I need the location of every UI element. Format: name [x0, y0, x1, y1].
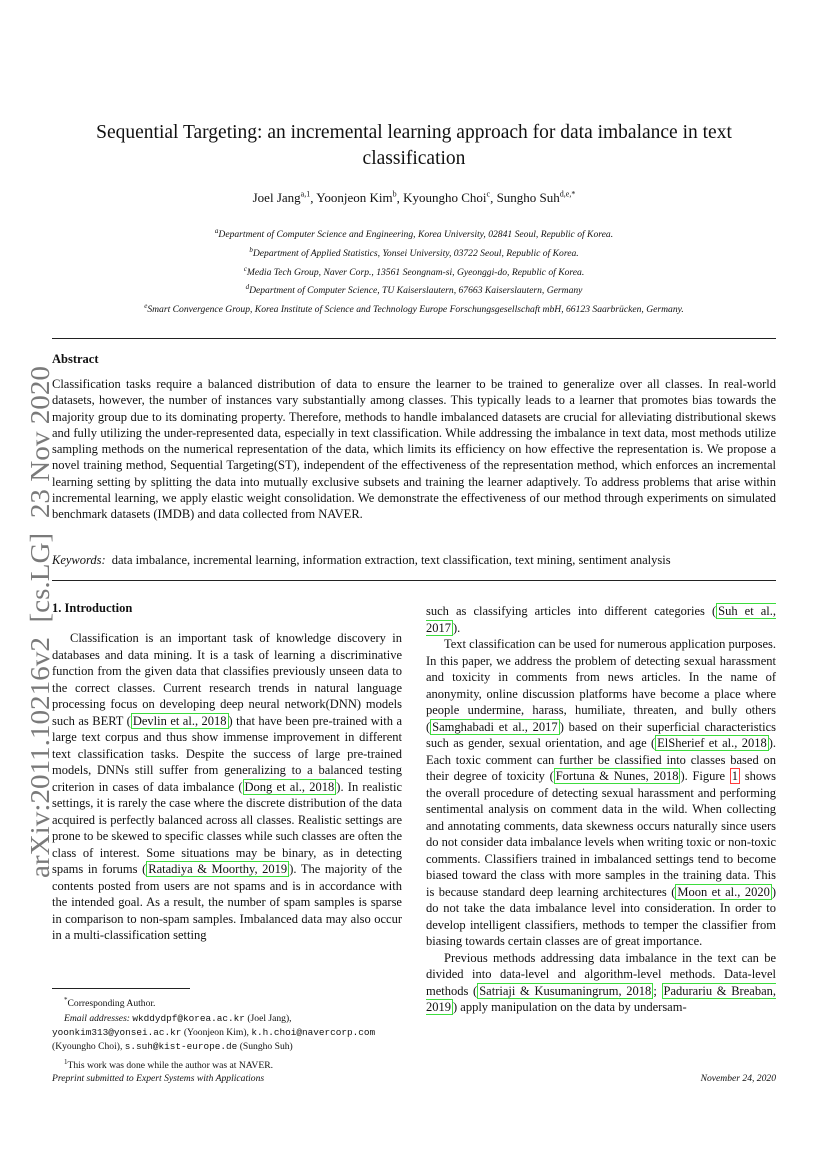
keywords-text: data imbalance, incremental learning, information extraction, text classification, text mining, sentiment analysis	[111, 553, 671, 567]
footnote-emails-cont: (Kyoungho Choi), s.suh@kist-europe.de (Sungho Suh)	[52, 1041, 293, 1053]
figure-ref-link[interactable]: 1	[731, 769, 739, 783]
footnote-emails: Email addresses: wkddydpf@korea.ac.kr (Joel Jang),	[64, 1012, 292, 1024]
citation-link[interactable]: Suh et al., 2017	[426, 604, 777, 635]
email-link[interactable]: s.suh@kist-europe.de	[124, 1041, 238, 1053]
email-link[interactable]: wkddydpf@korea.ac.kr	[132, 1012, 245, 1024]
top-rule	[52, 338, 776, 339]
author: Joel Jang$^{a,1}$	[252, 190, 311, 206]
email-link[interactable]: yoonkim313@yonsei.ac.kr	[52, 1027, 182, 1038]
citation-link[interactable]: ElSherief et al., 2018	[657, 736, 767, 750]
paragraph: such as classifying articles into different categories ( Suh et al., 2017 ).	[426, 604, 777, 635]
footnote-1: $^1$This work was done while the author was at NAVER.	[64, 1057, 274, 1071]
citation-link[interactable]: Devlin et al., 2018	[132, 713, 227, 728]
affiliation: $^d$Department of Computer Science, TU Kaiserslautern, 67663 Kaiserslautern, Germany	[245, 283, 583, 297]
abstract-heading: Abstract	[52, 352, 99, 366]
footnote-rule	[52, 988, 190, 989]
section-heading: 1. Introduction	[52, 601, 133, 615]
citation-link[interactable]: Samghabadi et al., 2017	[432, 719, 558, 734]
affiliation: $^c$Media Tech Group, Naver Corp., 13561 Seongnam-si, Gyeonggi-do, Republic of Korea.	[243, 264, 585, 278]
left-column	[52, 630, 402, 944]
citation-link[interactable]: Fortuna & Nunes, 2018	[555, 769, 679, 783]
citation-link[interactable]: Dong et al., 2018	[244, 779, 335, 794]
footnotes	[52, 993, 412, 1073]
affiliation: $^b$Department of Applied Statistics, Yonsei University, 03722 Seoul, Republic of Korea.	[249, 245, 579, 259]
paragraph: Classification is an important task of knowledge discovery in databases and data mining. It is a task of learning a discriminative function from the given data that classifies previously unseen data to the correct classes. Current research trends in natural language processing focus on developing deep neural network(DNN) models such as BERT ( Devlin et al., 2018 ) that have been pre-trained with a large text corpus and thus show immense improvement in different text classification tasks. Despite the success of large pre-trained models, DNNs still suffer from generalizing to a balanced testing criterion in cases of data imbalance ( Dong et al., 2018 ). In realistic settings, it is rarely the case where the discrete distribution of the data acquired is perfectly balanced across all classes. Realistic settings are prone to be skewed to specific classes while such classes are often the class of interest. Some situations may be binary, as in detecting spams in forums ( Ratadiya & Moorthy, 2019 ). The majority of the contents posted from users are not spams and is in accordance with the intended goal. As a result, the number of spam samples is sparse in comparison to non-spam samples. Imbalanced data may also occur in a multi-classification setting	[52, 631, 402, 942]
author: Kyoungho Choi$^c$	[403, 190, 491, 206]
abstract-bottom-rule	[52, 580, 776, 581]
email-link[interactable]: k.h.choi@navercorp.com	[251, 1027, 376, 1038]
arxiv-id: arXiv:2011.10216v2 [cs.LG] 23 Nov 2020	[25, 403, 55, 878]
footnote-corresponding: *Corresponding Author.	[64, 996, 156, 1010]
paragraph: Previous methods addressing data imbalance in the text can be divided into data-level and algorithm-level methods. Data-level methods ( Satriaji & Kusumaningrum, 2018 ; Padurariu & Breaban, 2019 ) apply manipulation on the data by undersam-	[426, 950, 776, 1014]
keywords	[52, 553, 776, 568]
citation-link[interactable]: Satriaji & Kusumaningrum, 2018	[479, 983, 652, 998]
footer-right: November 24, 2020	[700, 1073, 776, 1084]
keywords-label: Keywords:	[52, 553, 106, 567]
citation-link[interactable]: Padurariu & Breaban, 2019	[426, 983, 776, 1014]
footer-left: Preprint submitted to Expert Systems with Applications	[52, 1073, 265, 1084]
footnote-emails-cont: yoonkim313@yonsei.ac.kr (Yoonjeon Kim), k.h.choi@navercorp.com	[52, 1027, 376, 1038]
author: Sungho Suh$^{d,e,*}$	[496, 190, 576, 206]
paper-title: Sequential Targeting: an incremental learning approach for data imbalance in text classification	[96, 122, 732, 169]
affiliations	[40, 224, 788, 318]
author-list: Joel Jang$^{a,1}$, Yoonjeon Kim$^b$, Kyoungho Choi$^c$, Sungho Suh$^{d,e,*}$	[252, 190, 576, 206]
affiliation: $^a$Department of Computer Science and Engineering, Korea University, 02841 Seoul, Republic of Korea.	[214, 227, 614, 241]
abstract-text: Classification tasks require a balanced distribution of data to ensure the learner to be trained to generalize over all classes. In real-world datasets, however, the number of instances vary substantially among classes. This typically leads to a learner that promotes bias towards the majority group due to its dominating property. Therefore, methods to handle imbalanced datasets are crucial for alleviating distributional skews and fully utilizing the under-represented data, especially in text classification. While addressing the imbalance in text data, most methods utilize sampling methods on the numerical representation of the data, which limits its efficiency on how effective the representation is. We propose a novel training method, Sequential Targeting(ST), independent of the effectiveness of the representation method, which enforces an incremental learning setting by splitting the data into mutually exclusive subsets and training the learner adaptively. To address problems that arise within incremental learning, we apply elastic weight consolidation. We demonstrate the effectiveness of our method through experiments on simulated benchmark datasets (IMDB) and data collected from NAVER.	[52, 377, 776, 522]
arxiv-watermark	[18, 362, 58, 882]
author: Yoonjeon Kim$^b$	[316, 190, 397, 206]
paragraph: Text classification can be used for numerous application purposes. In this paper, we address the problem of detecting sexual harassment and toxicity in comments from news articles. In the name of anonymity, online discussion platforms have become a place where people undermine, harass, humiliate, threaten, and bully others ( Samghabadi et al., 2017 ) based on their superficial characteristics such as gender, sexual orientation, and age ( ElSherief et al., 2018 ). Each toxic comment can further be classified into classes based on their degree of toxicity ( Fortuna & Nunes, 2018 ). Figure 1 shows the overall procedure of detecting sexual harassment and performing sentimental analysis on comment data in the wild. When collecting and annotating comments, data skewness occurs naturally since users do not consider data imbalance levels when writing toxic or non-toxic comments. Classifiers trained in imbalanced settings tend to become biased toward the class with more samples in the training data. This is because standard deep learning architectures ( Moon et al., 2020 ) do not take the data imbalance level into consideration. In order to develop intelligent classifiers, methods to temper the classifier from biasing towards certain classes are of great importance.	[426, 637, 777, 948]
right-column	[426, 603, 776, 1016]
citation-link[interactable]: Ratadiya & Moorthy, 2019	[148, 862, 288, 876]
citation-link[interactable]: Moon et al., 2020	[677, 884, 770, 899]
affiliation: $^e$Smart Convergence Group, Korea Institute of Science and Technology Europe Forschungsgesellschaft mbH, 66123 Saarbrücken, Germany.	[144, 302, 684, 316]
